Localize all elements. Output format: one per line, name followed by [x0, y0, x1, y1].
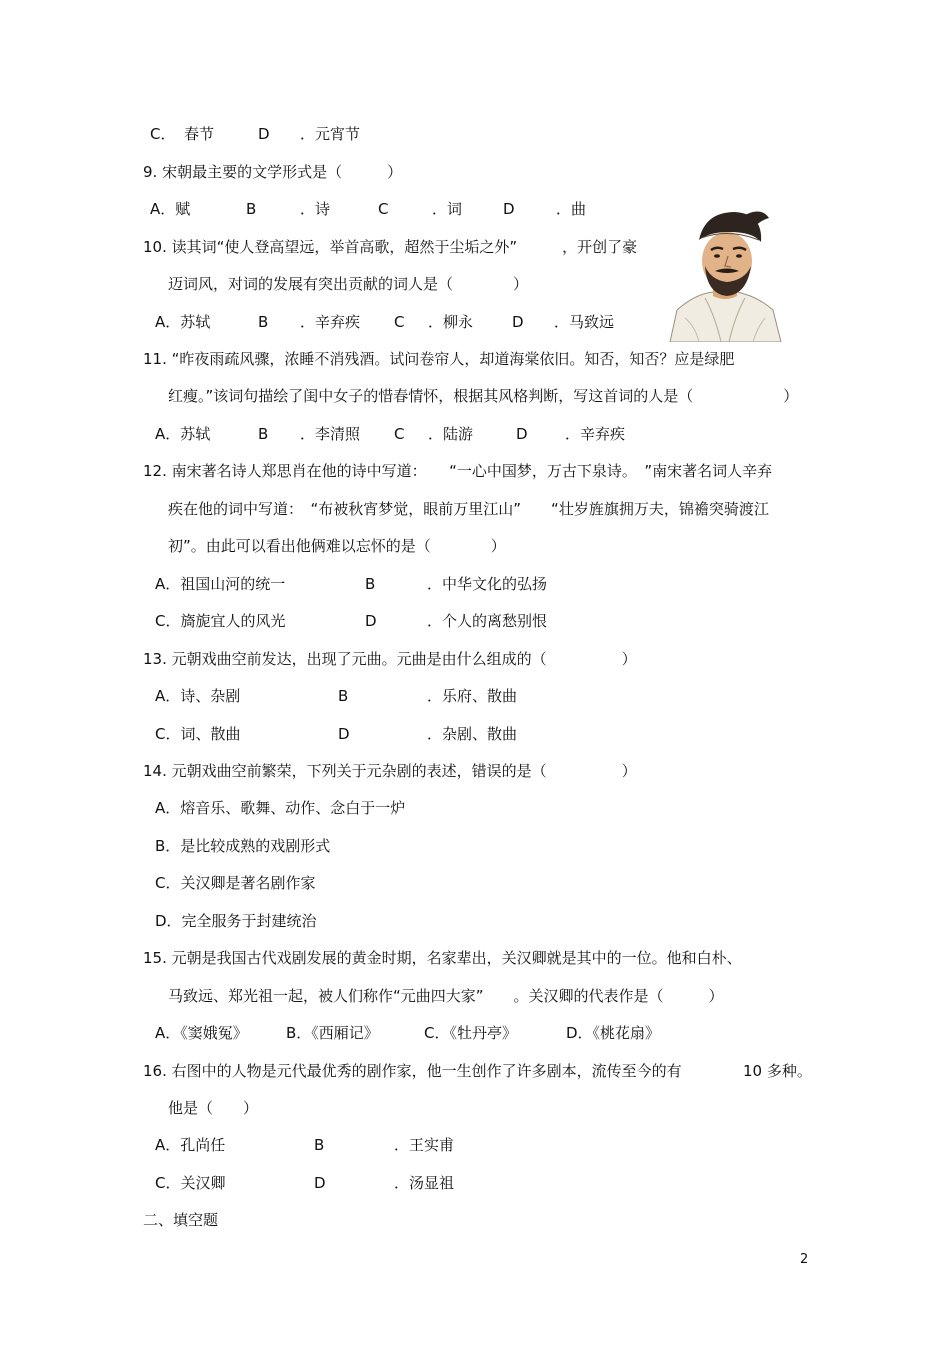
q10-option-d-text: ．马致远 — [554, 313, 615, 331]
page-number: 2 — [800, 1252, 809, 1267]
q9-option-d-text: ．曲 — [556, 200, 587, 218]
q13-option-b-letter: B — [338, 687, 349, 705]
q13-option-a: A．诗、杂剧 — [155, 687, 241, 705]
q9-option-c-text: ．词 — [432, 200, 463, 218]
q11-option-b-text: ．李清照 — [300, 425, 361, 443]
q9-option-d-letter: D — [503, 200, 515, 218]
q16-option-c: C．关汉卿 — [155, 1174, 226, 1192]
q16-stem-line1-tail: 10 多种。 — [743, 1062, 812, 1080]
q15-stem-line1: 15. 元朝是我国古代戏剧发展的黄金时期，名家辈出，关汉卿就是其中的一位。他和白朴、 — [143, 949, 742, 967]
q14-option-c: C．关汉卿是著名剧作家 — [155, 874, 316, 892]
q11-option-a: A．苏轼 — [155, 425, 211, 443]
q15-option-c: C．《牡丹亭》 — [424, 1024, 517, 1042]
q10-option-a: A．苏轼 — [155, 313, 211, 331]
q15-option-a: A．《窦娥冤》 — [155, 1024, 248, 1042]
q9-option-c-letter: C — [378, 200, 389, 218]
q10-option-d-letter: D — [512, 313, 524, 331]
q10-option-b-text: ．辛弃疾 — [300, 313, 361, 331]
q13-stem: 13. 元朝戏曲空前发达，出现了元曲。元曲是由什么组成的（ ） — [143, 650, 637, 668]
q10-option-c-letter: C — [394, 313, 405, 331]
section-heading-fill-in: 二、填空题 — [143, 1211, 219, 1229]
q11-option-c-text: ．陆游 — [428, 425, 474, 443]
q9-option-b-text: ．诗 — [300, 200, 331, 218]
q8-option-c-text: 春节 — [184, 125, 215, 143]
q11-option-b-letter: B — [258, 425, 269, 443]
q16-stem-line1: 16. 右图中的人物是元代最优秀的剧作家，他一生创作了许多剧本，流传至今的有 — [143, 1062, 682, 1080]
q9-stem: 9. 宋朝最主要的文学形式是（ ） — [143, 163, 403, 181]
q12-stem-line3: 初”。由此可以看出他俩难以忘怀的是（ ） — [168, 537, 506, 555]
q11-option-c-letter: C — [394, 425, 405, 443]
q12-option-b-letter: B — [365, 575, 376, 593]
q14-stem: 14. 元朝戏曲空前繁荣，下列关于元杂剧的表述，错误的是（ ） — [143, 762, 637, 780]
q13-option-d-text: ．杂剧、散曲 — [427, 725, 518, 743]
q11-stem-line2: 红瘦。”该词句描绘了闺中女子的惜春情怀，根据其风格判断，写这首词的人是（ ） — [168, 387, 799, 405]
q8-option-d-letter: D — [258, 125, 270, 143]
q14-option-d: D．完全服务于封建统治 — [155, 912, 317, 930]
q10-option-c-text: ．柳永 — [428, 313, 474, 331]
q13-option-c: C．词、散曲 — [155, 725, 241, 743]
q16-option-b-text: ．王实甫 — [394, 1136, 455, 1154]
poet-portrait-image — [665, 206, 785, 342]
q11-option-d-letter: D — [516, 425, 528, 443]
q16-option-d-text: ．汤显祖 — [394, 1174, 455, 1192]
q13-option-b-text: ．乐府、散曲 — [427, 687, 518, 705]
q12-option-c: C．旖旎宜人的风光 — [155, 612, 286, 630]
q11-option-d-text: ．辛弃疾 — [565, 425, 626, 443]
q13-option-d-letter: D — [338, 725, 350, 743]
q11-stem-line1: 11. “昨夜雨疏风骤，浓睡不消残酒。试问卷帘人，却道海棠依旧。知否，知否？应是绿肥 — [143, 350, 735, 368]
q10-stem-line1: 10. 读其词“使人登高望远，举首高歌，超然于尘垢之外” ，开创了豪 — [143, 238, 638, 256]
q14-option-a: A．熔音乐、歌舞、动作、念白于一炉 — [155, 799, 406, 817]
q16-option-b-letter: B — [314, 1136, 325, 1154]
q9-option-b-letter: B — [246, 200, 257, 218]
q12-stem-line1: 12. 南宋著名诗人郑思肖在他的诗中写道： “一心中国梦，万古下泉诗。 ”南宋著名词人辛弃 — [143, 462, 773, 480]
q16-stem-line2: 他是（ ） — [168, 1099, 259, 1117]
q8-option-c-letter: C． — [150, 125, 176, 143]
poet-portrait-svg — [665, 206, 785, 342]
q12-option-b-text: ．中华文化的弘扬 — [427, 575, 548, 593]
q12-option-a: A．祖国山河的统一 — [155, 575, 286, 593]
q16-option-d-letter: D — [314, 1174, 326, 1192]
q15-option-d: D．《桃花扇》 — [566, 1024, 661, 1042]
q16-option-a: A．孔尚任 — [155, 1136, 226, 1154]
q10-stem-line2: 迈词风，对词的发展有突出贡献的词人是（ ） — [168, 275, 529, 293]
q12-stem-line2: 疾在他的词中写道： “布被秋宵梦觉，眼前万里江山” “壮岁旌旗拥万夫，锦襜突骑渡江 — [168, 500, 769, 518]
q14-option-b: B．是比较成熟的戏剧形式 — [155, 837, 331, 855]
q12-option-d-letter: D — [365, 612, 377, 630]
q9-option-a: A．赋 — [150, 200, 191, 218]
q15-option-b: B．《西厢记》 — [286, 1024, 379, 1042]
q8-option-d-text: ．元宵节 — [300, 125, 361, 143]
q15-stem-line2: 马致远、郑光祖一起，被人们称作“元曲四大家” 。关汉卿的代表作是（ ） — [168, 987, 724, 1005]
q12-option-d-text: ．个人的离愁别恨 — [427, 612, 548, 630]
q10-option-b-letter: B — [258, 313, 269, 331]
